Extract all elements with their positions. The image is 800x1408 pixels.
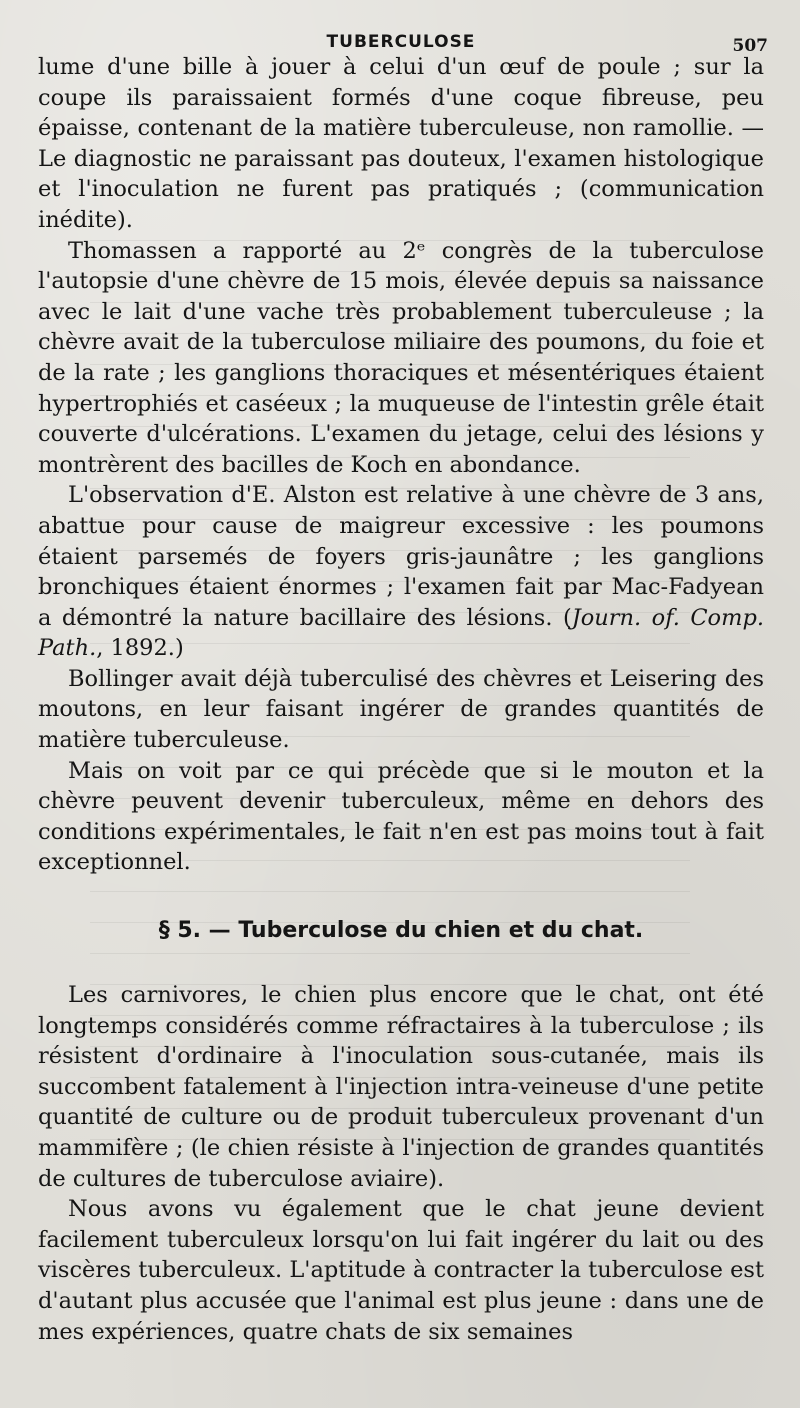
paragraph-bollinger: Bollinger avait déjà tuberculisé des chèvres et Leisering des moutons, en leur faisant ingérer de grandes quantités de matière tuberculeuse. (38, 665, 764, 754)
paragraph-conclusion: Mais on voit par ce qui précède que si le mouton et la chèvre peuvent devenir tuberculeux, même en dehors des conditions expérimentales, le fait n'en est pas moins tout à fait exceptionnel. (38, 757, 764, 876)
running-head: TUBERCULOSE (326, 32, 476, 52)
paragraph-alston (38, 480, 764, 664)
citation-open: ( (562, 604, 572, 631)
page-header (38, 0, 768, 56)
paragraph-carnivores: Les carnivores, le chien plus encore que le chat, ont été longtemps considérés comme réfractaires à la tuberculose ; ils résistent d'ordinaire à l'inoculation sous-cutanée, mais ils succombent fatalement à l'injection intra-veineuse d'une petite quantité de culture ou de produit tuberculeux provenant d'un mammifère ; (le chien résiste à l'injection de grandes quantités de cultures de tuberculose aviaire). (38, 982, 764, 1192)
page-number: 507 (732, 36, 768, 56)
citation-journal: Journ. of. Comp. Path. (38, 604, 764, 662)
paragraph-chat-jeune: Nous avons vu également que le chat jeune devient facilement tuberculeux lorsqu'on lui fait ingérer du lait ou des viscères tuberculeux. L'aptitude à contracter la tuberculose est d'autant plus accusée que l'animal est plus jeune : dans une de mes expériences, quatre chats de six semaines (38, 1196, 764, 1345)
alston-text: L'observation d'E. Alston est relative à une chèvre de 3 ans, abattue pour cause de maigreur excessive : les poumons étaient parsemés de foyers gris-jaunâtre ; les ganglions bronchiques étaient énormes ; l'examen fait par Mac-Fadyean a démontré la nature bacillaire des lésions. (38, 482, 764, 631)
citation-year: , 1892.) (96, 635, 184, 662)
paragraph-thomassen: Thomassen a rapporté au 2ᵉ congrès de la tuberculose l'autopsie d'une chèvre de 15 mois, élevée depuis sa naissance avec le lait d'une vache très probablement tuberculeuse ; la chèvre avait de la tuberculose miliaire des poumons, du foie et de la rate ; les ganglions thoraciques et mésentériques étaient hypertrophiés et caséeux ; la muqueuse de l'intestin grêle était couverte d'ulcérations. L'examen du jetage, celui des lésions y montrèrent des bacilles de Koch en abondance. (38, 237, 764, 478)
body-text (38, 52, 764, 1347)
section-heading: § 5. — Tuberculose du chien et du chat. (158, 918, 644, 944)
paragraph-continuation: lume d'une bille à jouer à celui d'un œuf de poule ; sur la coupe ils paraissaient formés d'une coque fibreuse, peu épaisse, contenant de la matière tuberculeuse, non ramollie. — Le diagnostic ne paraissant pas douteux, l'examen histologique et l'inoculation ne furent pas pratiqués ; (communication inédite). (38, 54, 764, 233)
